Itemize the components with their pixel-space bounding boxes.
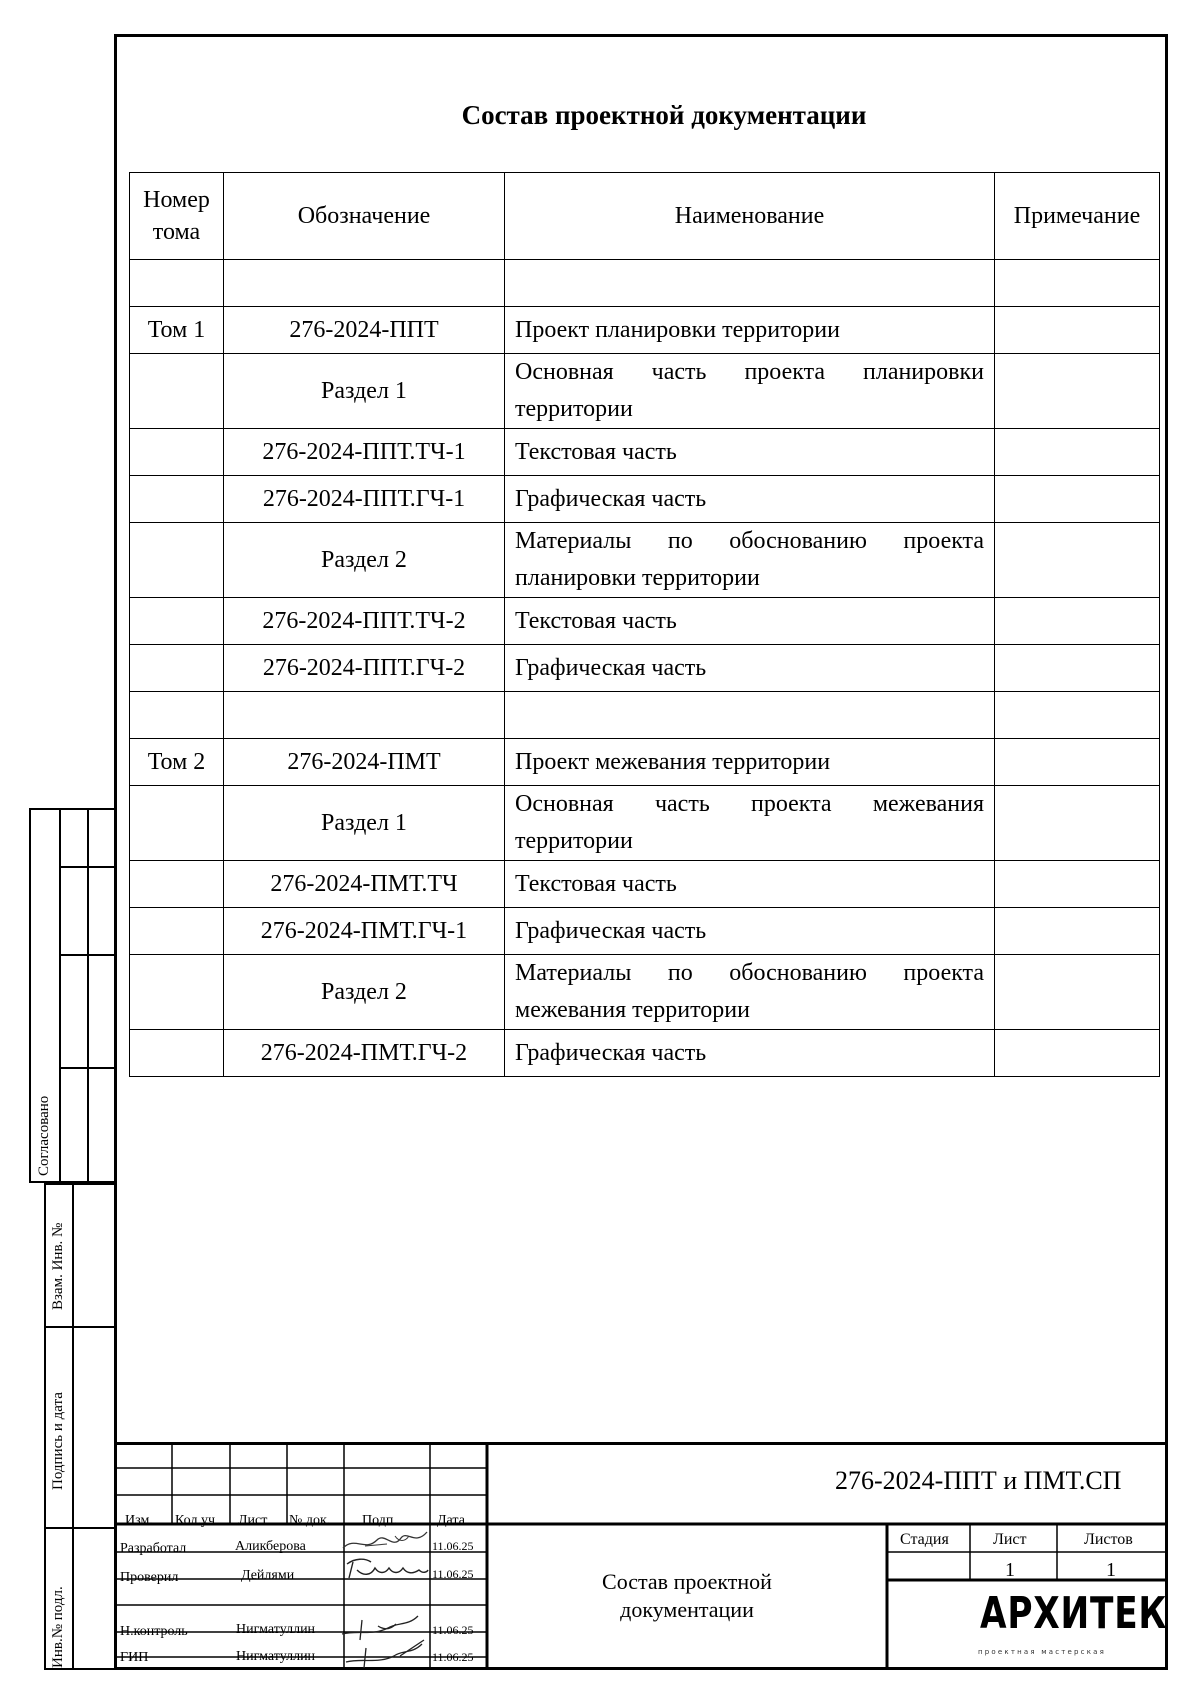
stage-label: Стадия <box>900 1531 949 1548</box>
cell-note <box>995 598 1160 645</box>
side-label-replaced-inv: Взам. Инв. № <box>50 1222 66 1310</box>
cell-volume <box>130 692 224 739</box>
name-norm-control: Нигматуллин <box>236 1622 316 1637</box>
cell-code: 276-2024-ПМТ.ГЧ-1 <box>224 908 505 955</box>
table-row <box>130 523 1160 598</box>
cell-code: 276-2024-ППТ.ГЧ-2 <box>224 645 505 692</box>
cell-name: Текстовая часть <box>505 598 995 645</box>
cell-note <box>995 476 1160 523</box>
header-podp: Подп. <box>362 1513 397 1528</box>
header-note: Примечание <box>995 173 1160 260</box>
header-doc: № док. <box>289 1513 331 1528</box>
date-developer: 11.06.25 <box>432 1539 474 1553</box>
side-divider <box>59 866 115 868</box>
cell-volume <box>130 429 224 476</box>
signature-checker <box>343 1556 429 1582</box>
role-chief-engineer: ГИП <box>120 1650 149 1665</box>
sheet-value: 1 <box>1005 1559 1015 1581</box>
sheet-name <box>487 1568 887 1624</box>
sheet-label: Лист <box>993 1531 1027 1548</box>
cell-note <box>995 307 1160 354</box>
date-chief-engineer: 11.06.25 <box>432 1650 474 1664</box>
cell-note <box>995 955 1160 1030</box>
cell-volume <box>130 598 224 645</box>
cell-name: Графическая часть <box>505 476 995 523</box>
cell-note <box>995 739 1160 786</box>
cell-name: Основная часть проекта планировки территории <box>505 354 995 429</box>
cell-volume <box>130 645 224 692</box>
role-checker: Проверил <box>120 1570 179 1585</box>
table-row <box>130 739 1160 786</box>
cell-code: Раздел 1 <box>224 786 505 861</box>
cell-note <box>995 692 1160 739</box>
role-developer: Разработал <box>120 1541 187 1556</box>
signature-gip <box>338 1600 430 1670</box>
cell-volume <box>130 260 224 307</box>
cell-volume <box>130 861 224 908</box>
cell-name: Текстовая часть <box>505 429 995 476</box>
cell-note <box>995 523 1160 598</box>
side-divider <box>44 1527 115 1529</box>
cell-volume: Том 1 <box>130 307 224 354</box>
cell-code: 276-2024-ПМТ.ГЧ-2 <box>224 1030 505 1077</box>
header-date: Дата <box>437 1513 465 1528</box>
table-row <box>130 307 1160 354</box>
cell-code: 276-2024-ППТ <box>224 307 505 354</box>
side-label-inv-orig: Инв.№ подл. <box>50 1586 66 1668</box>
signature-developer <box>335 1526 431 1556</box>
header-izm: Изм. <box>125 1513 153 1528</box>
sheet-name-line-1: Состав проектной <box>602 1569 772 1594</box>
cell-name: Графическая часть <box>505 908 995 955</box>
side-divider <box>44 1326 115 1328</box>
header-code: Обозначение <box>224 173 505 260</box>
cell-name <box>505 260 995 307</box>
role-norm-control: Н.контроль <box>120 1624 188 1639</box>
cell-name: Проект планировки территории <box>505 307 995 354</box>
sheets-label: Листов <box>1084 1531 1133 1548</box>
cell-code: 276-2024-ППТ.ГЧ-1 <box>224 476 505 523</box>
table-row <box>130 955 1160 1030</box>
side-label-agreed: Согласовано <box>36 1095 52 1176</box>
cell-volume <box>130 476 224 523</box>
cell-name: Основная часть проекта межевания территории <box>505 786 995 861</box>
table-row <box>130 861 1160 908</box>
cell-note <box>995 429 1160 476</box>
company-logo-subtitle: проектная мастерская <box>978 1648 1107 1656</box>
sheet-name-line-2: документации <box>620 1597 754 1622</box>
table-header <box>130 173 1160 260</box>
cell-note <box>995 645 1160 692</box>
cell-volume <box>130 1030 224 1077</box>
date-checker: 11.06.25 <box>432 1567 474 1581</box>
cell-code <box>224 692 505 739</box>
cell-note <box>995 1030 1160 1077</box>
cell-note <box>995 260 1160 307</box>
cell-note <box>995 908 1160 955</box>
cell-code: Раздел 1 <box>224 354 505 429</box>
side-divider <box>87 808 89 1183</box>
cell-code: 276-2024-ПМТ.ТЧ <box>224 861 505 908</box>
table-row <box>130 692 1160 739</box>
side-divider <box>59 954 115 956</box>
side-divider <box>59 808 61 1183</box>
table-row <box>130 354 1160 429</box>
cell-name: Графическая часть <box>505 645 995 692</box>
cell-code: 276-2024-ПМТ <box>224 739 505 786</box>
cell-name: Графическая часть <box>505 1030 995 1077</box>
cell-volume <box>130 786 224 861</box>
cell-volume <box>130 354 224 429</box>
cell-note <box>995 354 1160 429</box>
cell-code: 276-2024-ППТ.ТЧ-1 <box>224 429 505 476</box>
date-norm-control: 11.06.25 <box>432 1623 474 1637</box>
cell-code: 276-2024-ППТ.ТЧ-2 <box>224 598 505 645</box>
cell-volume <box>130 955 224 1030</box>
header-name: Наименование <box>505 173 995 260</box>
cell-name: Материалы по обоснованию проекта планировки территории <box>505 523 995 598</box>
header-kol: Кол.уч <box>175 1513 215 1528</box>
table-row <box>130 786 1160 861</box>
table-row <box>130 429 1160 476</box>
cell-name: Текстовая часть <box>505 861 995 908</box>
cell-code <box>224 260 505 307</box>
side-label-sign-date: Подпись и дата <box>50 1392 66 1490</box>
cell-volume <box>130 908 224 955</box>
name-developer: Аликберова <box>235 1539 306 1554</box>
table-row <box>130 598 1160 645</box>
cell-name: Материалы по обоснованию проекта межевания территории <box>505 955 995 1030</box>
sheets-value: 1 <box>1106 1559 1116 1581</box>
table-row <box>130 260 1160 307</box>
cell-note <box>995 861 1160 908</box>
cell-name <box>505 692 995 739</box>
header-volume: Номер тома <box>130 173 224 260</box>
side-divider <box>72 1183 74 1670</box>
cell-volume <box>130 523 224 598</box>
document-title: Состав проектной документации <box>461 100 867 130</box>
side-divider <box>59 1067 115 1069</box>
contents-table <box>129 172 1160 1077</box>
table-row <box>130 1030 1160 1077</box>
table-row <box>130 476 1160 523</box>
cell-volume: Том 2 <box>130 739 224 786</box>
header-list: Лист <box>238 1513 268 1528</box>
table-row <box>130 645 1160 692</box>
name-checker: Дейлями <box>241 1568 295 1583</box>
table-row <box>130 908 1160 955</box>
cell-code: Раздел 2 <box>224 523 505 598</box>
cell-code: Раздел 2 <box>224 955 505 1030</box>
cell-note <box>995 786 1160 861</box>
cell-name: Проект межевания территории <box>505 739 995 786</box>
company-logo: АРХИТЕК <box>980 1588 1168 1639</box>
document-code: 276-2024-ППТ и ПМТ.СП <box>835 1466 1122 1495</box>
name-chief-engineer: Нигматуллин <box>236 1649 316 1664</box>
